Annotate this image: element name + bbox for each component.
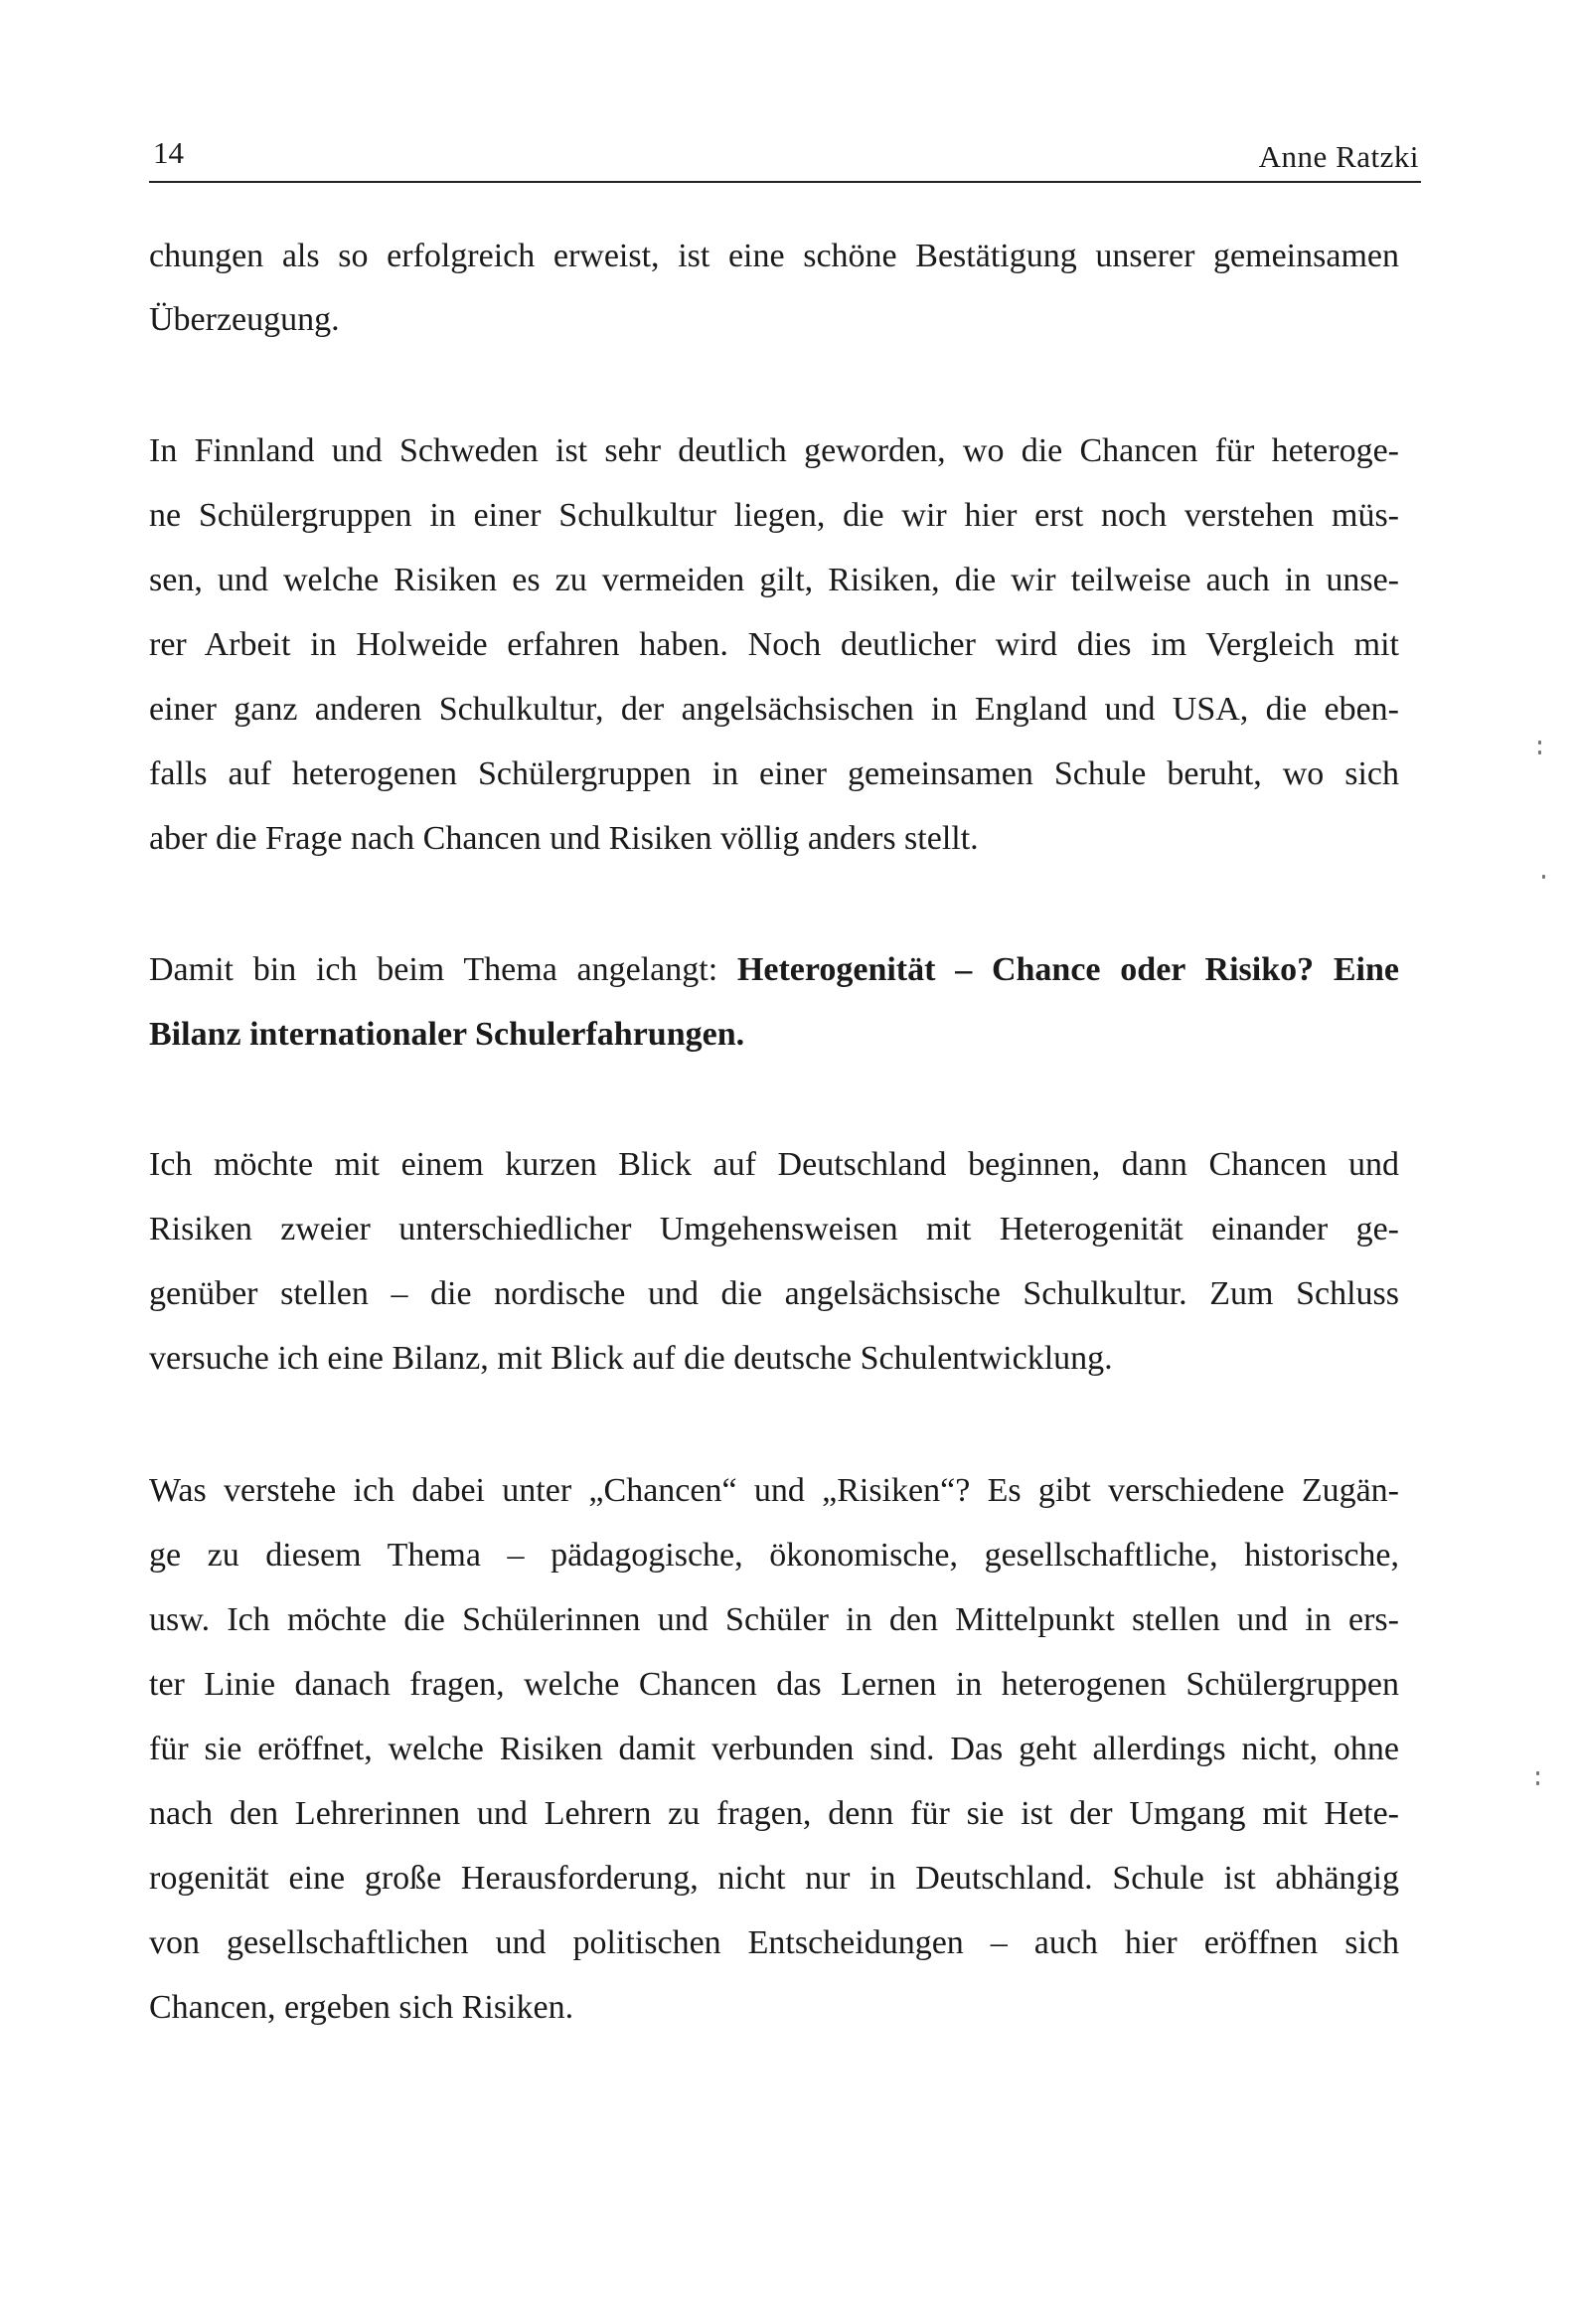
- running-head-author: Anne Ratzki: [1258, 139, 1419, 174]
- page-header: [149, 129, 1421, 183]
- paragraph-5-line-5: für sie eröffnet, welche Risiken damit verbunden sind. Das geht allerdings nicht, ohne: [149, 1731, 1399, 1767]
- scan-speck: [1536, 1781, 1539, 1785]
- paragraph-4-line-4: versuche ich eine Bilanz, mit Blick auf die deutsche Schulentwicklung.: [149, 1340, 1113, 1377]
- paragraph-2-line-5: einer ganz anderen Schulkultur, der angelsächsischen in England und USA, die eben-: [149, 691, 1399, 728]
- paragraph-2-line-1: In Finnland und Schweden ist sehr deutlich geworden, wo die Chancen für heteroge-: [149, 432, 1399, 469]
- paragraph-1-line-2: Überzeugung.: [149, 301, 340, 338]
- paragraph-5-line-8: von gesellschaftlichen und politischen Entscheidungen – auch hier eröffnen sich: [149, 1924, 1399, 1961]
- paragraph-4-line-3: genüber stellen – die nordische und die angelsächsische Schulkultur. Zum Schluss: [149, 1275, 1399, 1312]
- paragraph-2-line-6: falls auf heterogenen Schülergruppen in einer gemeinsamen Schule beruht, wo sich: [149, 755, 1399, 792]
- scan-speck: [1538, 741, 1541, 745]
- paragraph-5-line-4: ter Linie danach fragen, welche Chancen das Lernen in heterogenen Schülergruppen: [149, 1666, 1399, 1703]
- paragraph-4-line-2: Risiken zweier unterschiedlicher Umgehensweisen mit Heterogenität einander ge-: [149, 1211, 1399, 1247]
- scan-speck: [1536, 1771, 1539, 1775]
- scan-speck: [1538, 750, 1541, 754]
- topic-title-part-2: Bilanz internationaler Schulerfahrungen.: [149, 1016, 745, 1053]
- page-number: 14: [153, 135, 184, 170]
- paragraph-5-line-2: ge zu diesem Thema – pädagogische, ökonomische, gesellschaftliche, historische,: [149, 1537, 1399, 1574]
- topic-title-part-1: Heterogenität – Chance oder Risiko? Eine: [736, 951, 1399, 988]
- topic-intro: Damit bin ich beim Thema angelangt:: [149, 951, 737, 988]
- paragraph-3-line-1: [149, 948, 1399, 992]
- paragraph-5-line-9: Chancen, ergeben sich Risiken.: [149, 1989, 574, 2026]
- paragraph-5-line-3: usw. Ich möchte die Schülerinnen und Schüler in den Mittelpunkt stellen und in ers-: [149, 1601, 1399, 1638]
- paragraph-1-line-1: chungen als so erfolgreich erweist, ist eine schöne Bestätigung unserer gemeinsamen: [149, 238, 1399, 274]
- paragraph-2-line-2: ne Schülergruppen in einer Schulkultur liegen, die wir hier erst noch verstehen müs-: [149, 497, 1399, 534]
- paragraph-5-line-6: nach den Lehrerinnen und Lehrern zu fragen, denn für sie ist der Umgang mit Hete-: [149, 1795, 1399, 1832]
- paragraph-5-line-7: rogenität eine große Herausforderung, nicht nur in Deutschland. Schule ist abhängig: [149, 1860, 1399, 1897]
- paragraph-2-line-4: rer Arbeit in Holweide erfahren haben. Noch deutlicher wird dies im Vergleich mit: [149, 626, 1399, 663]
- paragraph-2-line-3: sen, und welche Risiken es zu vermeiden gilt, Risiken, die wir teilweise auch in unse-: [149, 562, 1399, 598]
- paragraph-5-line-1: Was verstehe ich dabei unter „Chancen“ und „Risiken“? Es gibt verschiedene Zugän-: [149, 1472, 1399, 1509]
- paragraph-2-line-7: aber die Frage nach Chancen und Risiken völlig anders stellt.: [149, 820, 979, 857]
- paragraph-4-line-1: Ich möchte mit einem kurzen Blick auf Deutschland beginnen, dann Chancen und: [149, 1146, 1399, 1183]
- scan-speck: [1542, 875, 1545, 879]
